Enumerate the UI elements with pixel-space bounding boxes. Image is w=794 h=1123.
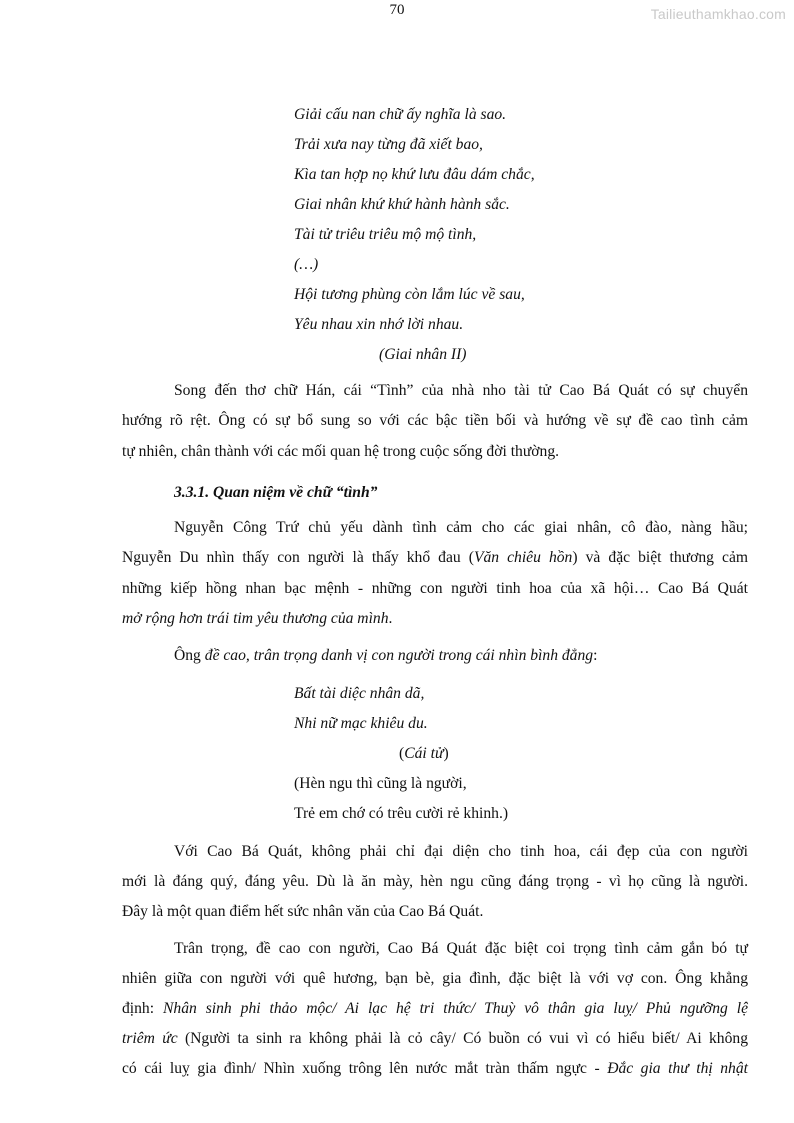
text-run: : [593, 647, 598, 664]
paragraph-line: hướng rõ rệt. Ông có sự bổ sung so với các bậc tiền bối và hướng về sự đề cao tình cảm [122, 412, 748, 429]
paragraph-line: những kiếp hồng nhan bạc mệnh - những con người tinh hoa của xã hội… Cao Bá Quát [122, 580, 748, 597]
text-run: Nguyễn Du nhìn thấy con người là thấy khổ đau ( [122, 549, 474, 566]
work-title: Văn chiêu hồn [473, 549, 573, 566]
paragraph-line: tự nhiên, chân thành với các mối quan hệ trong cuộc sống đời thường. [122, 443, 560, 460]
paren: ( [399, 745, 405, 762]
paragraph-line [174, 647, 597, 665]
text-run: (Người ta sinh ra không phải là cỏ cây/ Có buồn có vui vì có hiểu biết/ Ai không [177, 1030, 748, 1047]
poem-source: (Giai nhân II) [379, 346, 467, 363]
poem-source [399, 745, 449, 763]
poem-line: Yêu nhau xin nhớ lời nhau. [294, 316, 464, 333]
poem-line: Giai nhân khứ khứ hành hành sắc. [294, 196, 510, 213]
text-run: ) và đặc biệt thương cảm [572, 549, 748, 566]
watermark: Tailieuthamkhao.com [650, 6, 786, 22]
paragraph-line: Trân trọng, đề cao con người, Cao Bá Quát đặc biệt coi trọng tình cảm gắn bó tự [174, 940, 748, 957]
translation-line: Trẻ em chớ có trêu cười rẻ khinh.) [294, 805, 509, 822]
paragraph-line: mới là đáng quý, đáng yêu. Dù là ăn mày, hèn ngu cũng đáng trọng - vì họ cũng là người. [122, 873, 748, 890]
translation-line: (Hèn ngu thì cũng là người, [294, 775, 467, 792]
poem-line: Kìa tan hợp nọ khứ lưu đâu dám chắc, [294, 166, 535, 183]
poem-line: Trải xưa nay từng đã xiết bao, [294, 136, 483, 153]
poem-line: Nhi nữ mạc khiêu du. [294, 715, 428, 732]
emphasis-text: Nhân sinh phi thảo mộc/ Ai lạc hệ tri thức/ Thuỳ vô thân gia luỵ/ Phủ ngưỡng lệ [163, 1000, 748, 1017]
poem-line: Hội tương phùng còn lắm lúc về sau, [294, 286, 525, 303]
paragraph-line [122, 1000, 748, 1018]
paragraph-line: Nguyễn Công Trứ chủ yếu dành tình cảm cho các giai nhân, cô đào, nàng hầu; [174, 519, 748, 536]
emphasis-text: đề cao, trân trọng danh vị con người trong cái nhìn bình đẳng [204, 647, 594, 664]
section-heading: 3.3.1. Quan niệm về chữ “tình” [174, 484, 378, 501]
text-run: Ông [174, 647, 205, 664]
paragraph-line: nhiên giữa con người với quê hương, bạn bè, gia đình, đặc biệt là với vợ con. Ông khẳng [122, 970, 748, 987]
emphasis-text: triêm ức [122, 1030, 178, 1047]
text-run: . [388, 610, 393, 627]
text-run: định: [122, 1000, 163, 1017]
emphasis-text: mở rộng hơn trái tim yêu thương của mình [122, 610, 389, 627]
paragraph-line [122, 1060, 748, 1078]
emphasis-text: Đắc gia thư thị nhật [607, 1060, 748, 1077]
paragraph-line [122, 549, 748, 567]
paragraph-line: Đây là một quan điểm hết sức nhân văn của Cao Bá Quát. [122, 903, 484, 920]
poem-line: Tài tử triêu triêu mộ mộ tình, [294, 226, 477, 243]
poem-line: Bất tài diệc nhân dã, [294, 685, 425, 702]
text-run: có cái luỵ gia đình/ Nhìn xuống trông lên nước mắt tràn thấm ngực - [122, 1060, 608, 1077]
poem-source-title: Cái tử [404, 745, 444, 762]
poem-line: Giải cấu nan chữ ấy nghĩa là sao. [294, 106, 507, 123]
paragraph-line [122, 610, 748, 628]
poem-line: (…) [294, 256, 319, 273]
paragraph-line [122, 1030, 748, 1048]
paragraph-line: Song đến thơ chữ Hán, cái “Tình” của nhà nho tài tử Cao Bá Quát có sự chuyển [174, 382, 748, 399]
page-number: 70 [389, 2, 405, 18]
paragraph-line: Với Cao Bá Quát, không phải chỉ đại diện cho tinh hoa, cái đẹp của con người [174, 843, 748, 860]
paren: ) [443, 745, 449, 762]
